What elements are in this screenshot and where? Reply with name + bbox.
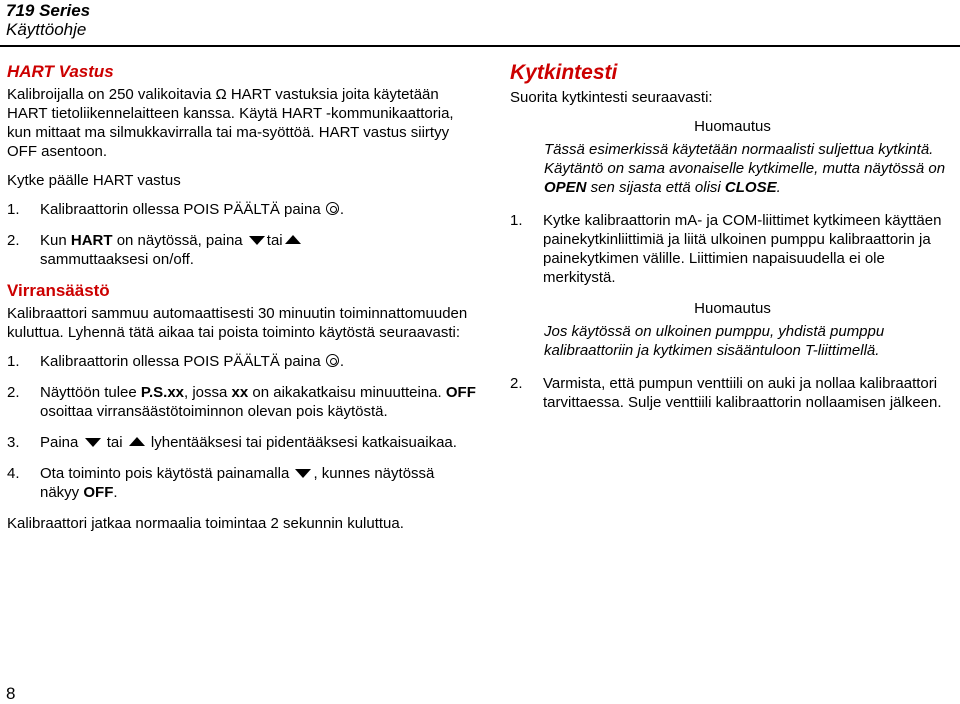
kytkintesti-intro: Suorita kytkintesti seuraavasti: [510,89,713,106]
power-button-icon [326,202,339,215]
power-button-icon [326,354,339,367]
virransaasto-outro: Kalibraattori jatkaa normaalia toimintaa 2 sekunnin kuluttua. [7,515,404,532]
hart-lead: Kytke päälle HART vastus [7,172,181,189]
page-number: 8 [6,684,16,703]
note-body: Tässä esimerkissä käytetään normaalisti suljettua kytkintä. Käytäntö on sama avonaiselle kytkimelle, mutta näytössä on OPEN sen sijasta että olisi CLOSE. [544,141,946,196]
down-arrow-icon [85,438,101,447]
up-arrow-icon [129,437,145,446]
hart-step-1: 1. Kalibraattorin ollessa POIS PÄÄLTÄ paina . [7,201,345,218]
manual-subtitle: Käyttöohje [6,20,87,39]
kytkin-step-2: 2. Varmista, että pumpun venttiili on auki ja nollaa kalibraattori tarvittaessa. Sulje venttiili kalibraattorin nollaamisen jälkeen. [510,375,942,411]
virr-step-4: 4. Ota toiminto pois käytöstä painamalla , kunnes näytössä näkyy OFF. [7,465,435,501]
kytkintesti-steps [510,211,955,287]
kytkintesti-heading: Kytkintesti [510,61,618,84]
kytkintesti-steps-2 [510,374,955,412]
virransaasto-heading: Virransäästö [7,281,110,300]
virr-step-2: 2. Näyttöön tulee P.S.xx, jossa xx on aikakatkaisu minuutteina. OFF osoittaa virransäästötoiminnon olevan pois käytöstä. [7,384,476,420]
step-number: 1. [7,201,20,218]
series-title: 719 Series [6,1,91,20]
virr-step-1: 1. Kalibraattorin ollessa POIS PÄÄLTÄ paina . [7,353,345,370]
kytkin-step-1: 1. Kytke kalibraattorin mA- ja COM-liittimet kytkimeen käyttäen painekytkinliittimiä ja liitä ulkoinen pumppu kalibraattorin ja painekytkimen välille. Liittimien napaisuudella ei ole merkitystä. [510,212,942,286]
left-column [7,58,477,543]
virransaasto-steps [7,352,477,502]
down-arrow-icon [249,236,265,245]
note-title: Huomautus [694,300,771,317]
down-arrow-icon [295,469,311,478]
page-header [6,0,956,40]
hart-step-2: 2. Kun HART on näytössä, paina tai sammuttaaksesi on/off. [7,231,477,269]
hart-heading: HART Vastus [7,62,114,81]
header-rule [0,45,960,47]
virr-step-3: 3. Paina tai lyhentääksesi tai pidentääksesi katkaisuaikaa. [7,434,457,451]
up-arrow-icon [285,235,301,244]
note-title: Huomautus [694,118,771,135]
right-column [510,58,955,424]
note-body: Jos käytössä on ulkoinen pumppu, yhdistä pumppu kalibraattoriin ja kytkimen sisääntuloon T-liittimellä. [544,323,885,359]
virransaasto-intro: Kalibraattori sammuu automaattisesti 30 minuutin toiminnattomuuden kuluttua. Lyhennä tätä aikaa tai poista toiminto käytöstä seuraavasti: [7,305,468,341]
step-number: 2. [7,232,20,249]
hart-steps [7,200,477,269]
step-text: Kalibraattorin ollessa POIS PÄÄLTÄ paina [40,201,325,218]
hart-intro: Kalibroijalla on 250 valikoitavia Ω HART vastuksia joita käytetään HART tietoliikennelaitteen kanssa. Käytä HART -kommunikaattoria, kun mittaat ma silmukkavirralla tai ma-syöttöä. HART vastus siirtyy OFF asentoon. [7,86,454,160]
